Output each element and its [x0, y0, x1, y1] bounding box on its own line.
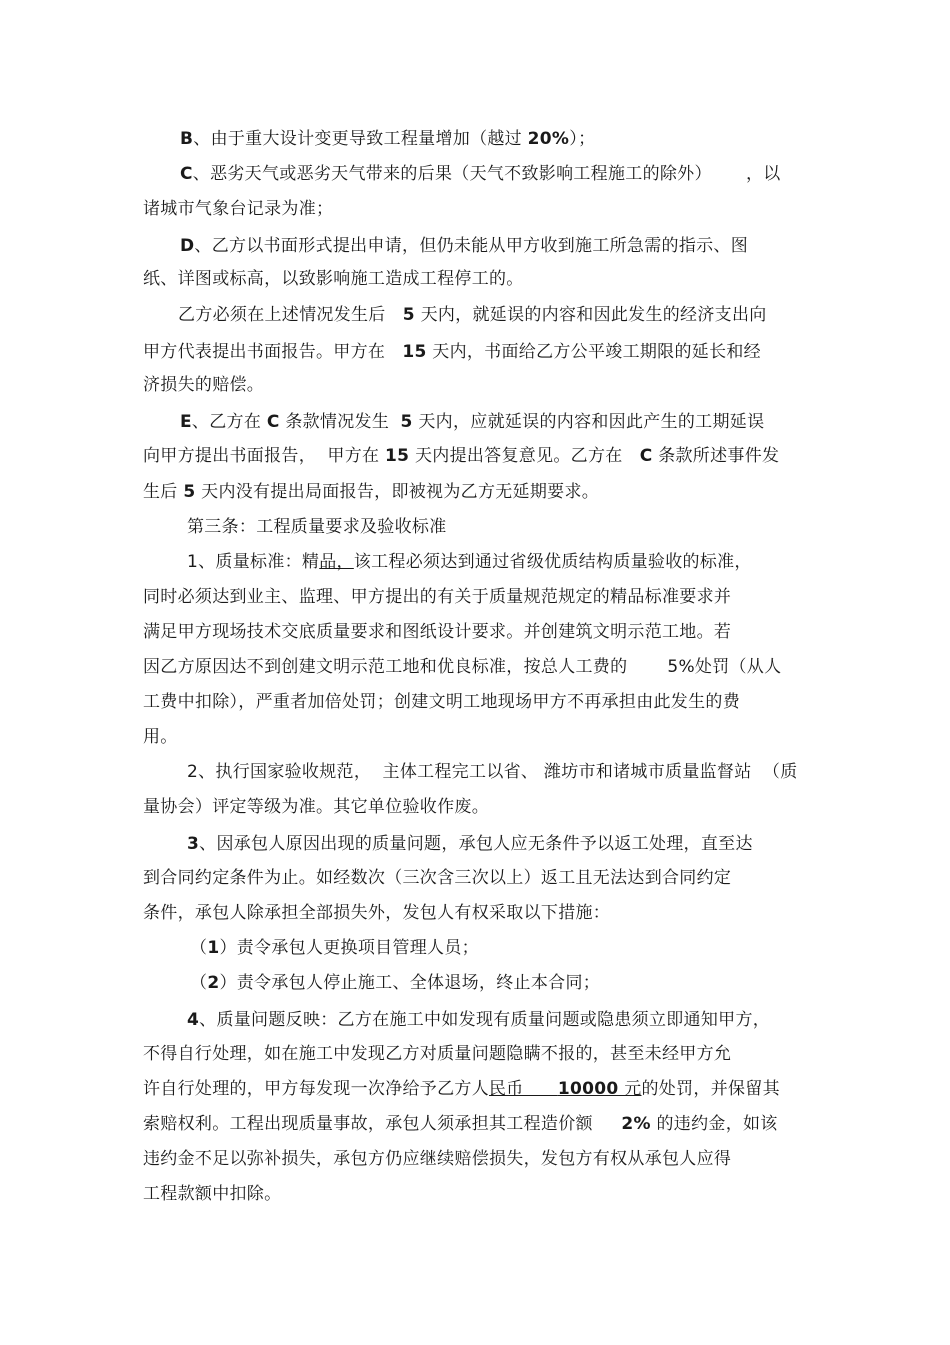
text-run: ）；: [569, 129, 596, 149]
text-run: 5: [402, 305, 415, 325]
text-line: [143, 1113, 778, 1135]
text-line: [180, 411, 764, 433]
text-run: 违约金不足以弥补损失，承包方仍应继续赔偿损失，发包方有权从承包人应得: [143, 1149, 732, 1169]
text-line: [180, 235, 748, 257]
text-line: [143, 1078, 780, 1100]
text-run: 索赔权利。工程出现质量事故，承包人须承担其工程造价额: [143, 1114, 622, 1134]
text-run: 天内提出答复意见。乙方在: [409, 446, 640, 466]
text-line: [143, 621, 731, 643]
text-run: 天内，应就延误的内容和因此产生的工期延误: [412, 412, 765, 432]
text-line: [143, 796, 489, 818]
text-run: 的违约金，如该: [650, 1114, 778, 1134]
text-run: 许自行处理的，甲方每发现一次净给予乙方人: [143, 1079, 489, 1099]
text-run: 诸城市气象台记录为准；: [143, 199, 334, 219]
text-line: [143, 1183, 281, 1205]
text-run: 品，: [319, 552, 354, 572]
text-run: 3: [187, 834, 200, 854]
text-run: 用。: [143, 727, 178, 747]
text-line: [143, 481, 599, 503]
text-run: 工程款额中扣除。: [143, 1184, 282, 1204]
text-line: [180, 163, 781, 185]
text-run: 4: [187, 1010, 200, 1030]
text-run: 15: [385, 446, 410, 466]
text-line: [143, 691, 740, 713]
text-run: 15: [402, 342, 427, 362]
text-line: [143, 341, 761, 363]
text-run: 、恶劣天气或恶劣天气带来的后果（天气不致影响工程施工的除外） ，以: [192, 164, 781, 184]
text-line: [187, 551, 752, 573]
text-run: 第三条：工程质量要求及验收标准: [187, 517, 447, 537]
text-run: 同时必须达到业主、监理、甲方提出的有关于质量规范规定的精品标准要求并: [143, 587, 732, 607]
text-line: [143, 586, 731, 608]
text-run: 济损失的赔偿。: [143, 375, 265, 395]
text-line: [143, 374, 264, 396]
text-line: [143, 1148, 731, 1170]
text-run: 条件，承包人除承担全部损失外，发包人有权采取以下措施：: [143, 903, 611, 923]
text-run: 5: [183, 482, 196, 502]
text-run: 乙方必须在上述情况发生后: [178, 305, 403, 325]
text-run: C: [639, 446, 653, 466]
text-run: 、因承包人原因出现的质量问题，承包人应无条件予以返工处理，直至达: [199, 834, 753, 854]
text-run: 甲方代表提出书面报告。甲方在: [143, 342, 403, 362]
text-line: [190, 937, 479, 959]
text-run: 1、质量标准：精: [187, 552, 320, 572]
text-run: 20%: [527, 129, 570, 149]
text-line: [190, 972, 600, 994]
text-run: （: [190, 973, 208, 993]
text-run: 工费中扣除），严重者加倍处罚；创建文明工地现场甲方不再承担由此发生的费: [143, 692, 740, 712]
text-run: B: [180, 129, 194, 149]
text-run: 民币: [489, 1079, 558, 1099]
text-run: 不得自行处理，如在施工中发现乙方对质量问题隐瞒不报的，甚至未经甲方允: [143, 1044, 732, 1064]
text-run: （: [190, 938, 208, 958]
text-run: 到合同约定条件为止。如经数次（三次含三次以上）返工且无法达到合同约定: [143, 868, 732, 888]
text-run: 量协会）评定等级为准。其它单位验收作废。: [143, 797, 489, 817]
text-line: [143, 268, 524, 290]
text-line: [143, 445, 779, 467]
text-run: 条款所述事件发: [652, 446, 780, 466]
text-run: ）责令承包人更换项目管理人员；: [219, 938, 479, 958]
text-run: 天内，书面给乙方公平竣工期限的延长和经: [426, 342, 761, 362]
text-line: [180, 128, 595, 150]
text-run: 2: [207, 973, 220, 993]
text-line: [187, 1009, 770, 1031]
text-run: C: [266, 412, 280, 432]
text-run: 2、执行国家验收规范， 主体工程完工以省、 潍坊市和诸城市质量监督站 （质: [187, 762, 798, 782]
text-run: 纸、详图或标高，以致影响施工造成工程停工的。: [143, 269, 524, 289]
text-run: 1: [207, 938, 220, 958]
text-run: 向甲方提出书面报告， 甲方在: [143, 446, 386, 466]
text-line: [187, 516, 447, 538]
text-run: 天内没有提出局面报告，即被视为乙方无延期要求。: [195, 482, 600, 502]
text-line: [143, 726, 178, 748]
text-line: [143, 867, 731, 889]
text-line: [143, 198, 333, 220]
text-run: 天内，就延误的内容和因此发生的经济支出向: [414, 305, 767, 325]
text-run: 2%: [621, 1114, 651, 1134]
text-line: [143, 1043, 731, 1065]
text-run: C: [180, 164, 193, 184]
text-run: 、由于重大设计变更导致工程量增加（越过: [193, 129, 528, 149]
text-run: 、乙方以书面形式提出申请，但仍未能从甲方收到施工所急需的指示、图: [194, 236, 749, 256]
text-run: 、乙方在: [191, 412, 267, 432]
text-run: ）责令承包人停止施工、全体退场，终止本合同；: [219, 973, 601, 993]
text-run: 元: [618, 1079, 642, 1099]
text-run: D: [180, 236, 195, 256]
text-run: 该工程必须达到通过省级优质结构质量验收的标准，: [353, 552, 752, 572]
text-line: [187, 761, 798, 783]
text-run: 条款情况发生: [279, 412, 401, 432]
text-run: 因乙方原因达不到创建文明示范工地和优良标准，按总人工费的 5%处罚（从人: [143, 657, 782, 677]
text-run: 、质量问题反映：乙方在施工中如发现有质量问题或隐患须立即通知甲方，: [199, 1010, 771, 1030]
text-line: [187, 833, 753, 855]
text-line: [143, 902, 610, 924]
text-run: 生后: [143, 482, 184, 502]
text-line: [178, 304, 767, 326]
text-run: 10000: [557, 1079, 619, 1099]
text-run: 的处罚，并保留其: [641, 1079, 780, 1099]
text-run: 5: [400, 412, 413, 432]
text-line: [143, 656, 781, 678]
text-run: E: [180, 412, 192, 432]
text-run: 满足甲方现场技术交底质量要求和图纸设计要求。并创建筑文明示范工地。若: [143, 622, 732, 642]
